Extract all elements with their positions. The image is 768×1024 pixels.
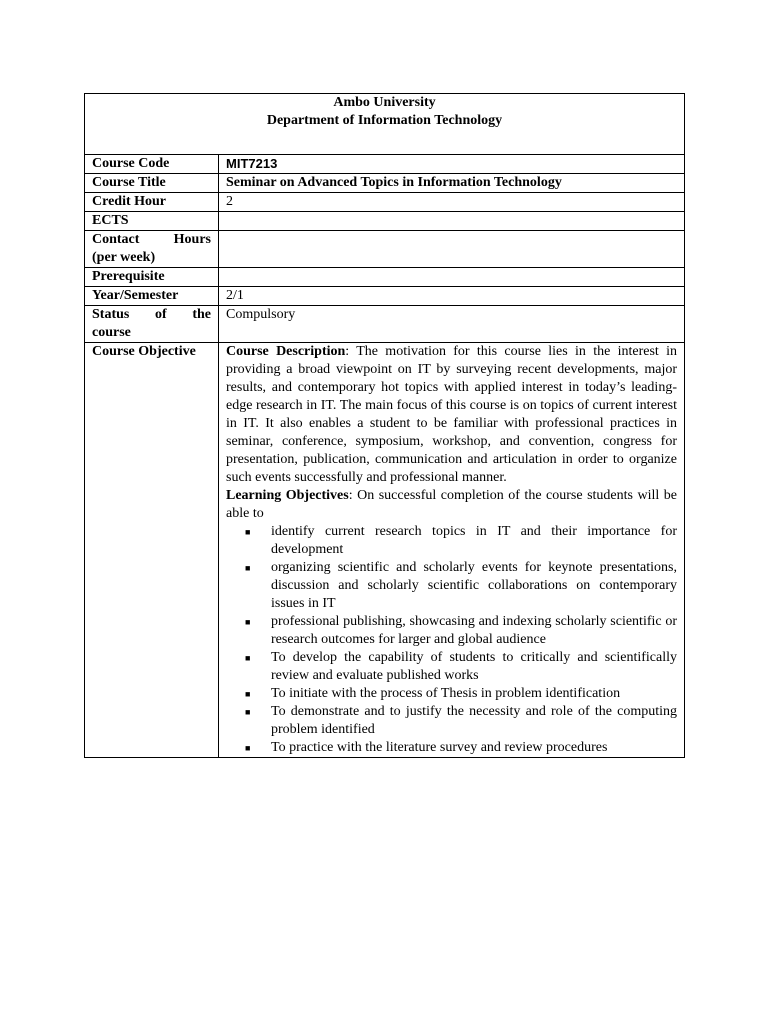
- row-contact-hours: [85, 231, 685, 268]
- contact-hours-label-word2: Hours: [173, 232, 211, 247]
- list-item-text: To develop the capability of students to critically and scientifically review and evaluate published works: [271, 650, 677, 683]
- learning-objectives-list: [226, 523, 677, 757]
- university-name: Ambo University: [333, 95, 436, 110]
- list-item-text: To initiate with the process of Thesis in problem identification: [271, 686, 621, 701]
- course-objective-content: [219, 343, 685, 758]
- course-title-label: Course Title: [85, 174, 219, 193]
- bullet-icon: ■: [245, 653, 251, 663]
- bullet-icon: ■: [245, 743, 251, 753]
- course-code-label: Course Code: [85, 155, 219, 174]
- course-code-value: MIT7213: [219, 155, 685, 174]
- year-semester-label: Year/Semester: [85, 287, 219, 306]
- course-description-paragraph: [226, 343, 677, 487]
- list-item: [245, 685, 677, 703]
- contact-hours-label-line2: (per week): [92, 250, 156, 265]
- status-label-line2: course: [92, 325, 131, 340]
- prerequisite-value: [219, 268, 685, 287]
- contact-hours-label-word1: Contact: [92, 232, 140, 247]
- bullet-icon: ■: [245, 527, 251, 537]
- ects-label: ECTS: [85, 212, 219, 231]
- list-item-text: organizing scientific and scholarly events for keynote presentations, discussion and scholarly scientific collaborations on contemporary issues in IT: [271, 560, 677, 611]
- status-label-word2: of: [155, 307, 167, 322]
- learning-objectives-heading: Learning Objectives: [226, 488, 349, 503]
- course-description-text: : The motivation for this course lies in the interest in providing a broad viewpoint on IT by surveying recent developments, major results, and contemporary hot topics with applied interest in today’s leading-edge research in IT. The main focus of this course is on topics of current interest in IT. It also enables a student to be familiar with professional practices in seminar, conference, symposium, workshop, and convention, congress for presentation, publication, communication and articulation in order to organize such events successfully and professional manner.: [226, 344, 677, 485]
- list-item: [245, 523, 677, 559]
- header-cell: [85, 94, 685, 155]
- contact-hours-value: [219, 231, 685, 268]
- course-objective-label: Course Objective: [85, 343, 219, 758]
- year-semester-value: 2/1: [219, 287, 685, 306]
- list-item: [245, 559, 677, 613]
- list-item-text: identify current research topics in IT and their importance for development: [271, 524, 677, 557]
- course-title-value: Seminar on Advanced Topics in Information Technology: [219, 174, 685, 193]
- list-item: [245, 613, 677, 649]
- learning-objectives-intro: : On successful completion of the course students will be able to: [226, 488, 677, 521]
- credit-hour-label: Credit Hour: [85, 193, 219, 212]
- row-course-code: [85, 155, 685, 174]
- course-info-table: [84, 93, 685, 758]
- status-label-word3: the: [192, 307, 211, 322]
- ects-value: [219, 212, 685, 231]
- bullet-icon: ■: [245, 689, 251, 699]
- list-item: [245, 703, 677, 739]
- bullet-icon: ■: [245, 563, 251, 573]
- list-item: [245, 649, 677, 685]
- row-prerequisite: [85, 268, 685, 287]
- department-name: Department of Information Technology: [266, 113, 503, 128]
- status-label-word1: Status: [92, 307, 130, 322]
- bullet-icon: ■: [245, 707, 251, 717]
- row-year-semester: [85, 287, 685, 306]
- learning-objectives-paragraph: [226, 487, 677, 523]
- header-row: [85, 94, 685, 155]
- row-course-title: [85, 174, 685, 193]
- list-item-text: To demonstrate and to justify the necessity and role of the computing problem identified: [271, 704, 677, 737]
- list-item-text: To practice with the literature survey and review procedures: [271, 740, 608, 755]
- list-item: [245, 739, 677, 757]
- bullet-icon: ■: [245, 617, 251, 627]
- prerequisite-label: Prerequisite: [85, 268, 219, 287]
- status-value: Compulsory: [219, 306, 685, 343]
- course-description-heading: Course Description: [226, 344, 346, 359]
- row-course-objective: [85, 343, 685, 758]
- row-credit-hour: [85, 193, 685, 212]
- row-status: [85, 306, 685, 343]
- contact-hours-label: [85, 231, 219, 268]
- row-ects: [85, 212, 685, 231]
- list-item-text: professional publishing, showcasing and indexing scholarly scientific or research outcomes for larger and global audience: [271, 614, 677, 647]
- credit-hour-value: 2: [219, 193, 685, 212]
- status-label: [85, 306, 219, 343]
